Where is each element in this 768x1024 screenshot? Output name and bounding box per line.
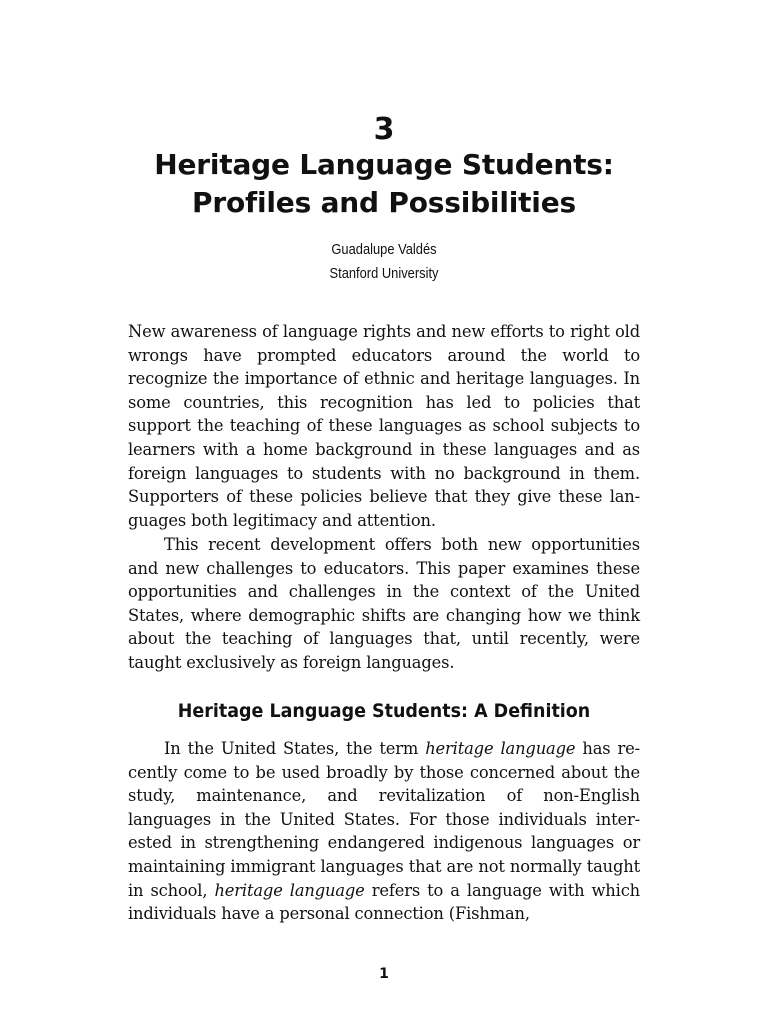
paragraph-definition-text-3: refers to a language with which individuals have a personal connection (Fishman, xyxy=(128,880,641,924)
author-name: Guadalupe Valdés xyxy=(331,241,437,258)
chapter-title-line-1: Heritage Language Students: xyxy=(154,148,614,181)
author-affiliation: Stanford University xyxy=(329,265,439,282)
term-heritage-language-2: heritage language xyxy=(214,880,365,900)
paragraph-definition xyxy=(128,737,640,926)
chapter-title-line-2: Profiles and Possibilities xyxy=(192,186,576,219)
paragraph-definition-text-2: has re-cently come to be used broadly by those concerned about the study, maintenance, and revitalization of non-English languages in the United States. For those individuals inter-ested in strengthening endangered indigenous languages or maintaining immigrant languages that are not normally taught in school, xyxy=(128,739,640,900)
chapter-number: 3 xyxy=(373,112,395,147)
term-heritage-language-1: heritage language xyxy=(425,739,576,758)
chapter-title xyxy=(0,146,768,222)
paragraph-definition-text-1: In the United States, the term xyxy=(164,739,426,758)
paragraph-intro: New awareness of language rights and new efforts to right old wrongs have prompted educators around the world to recognize the importance of ethnic and heritage languages. In some countries, this recognition has led to policies that support the teaching of these languages as school subjects to learners with a home background in these languages and as foreign languages to students with no background in them. Supporters of these policies believe that they give these lan-guages both legitimacy and attention. xyxy=(128,322,640,530)
section-heading: Heritage Language Students: A Definition xyxy=(177,700,591,722)
paragraph-second: This recent development offers both new opportunities and new challenges to educators. This paper examines these opportunities and challenges in the context of the United States, where demographic shifts are changing how we think about the teaching of languages that, until recently, were taught exclusively as foreign languages. xyxy=(128,535,640,672)
author-block xyxy=(54,238,714,286)
page-number: 1 xyxy=(379,966,389,982)
